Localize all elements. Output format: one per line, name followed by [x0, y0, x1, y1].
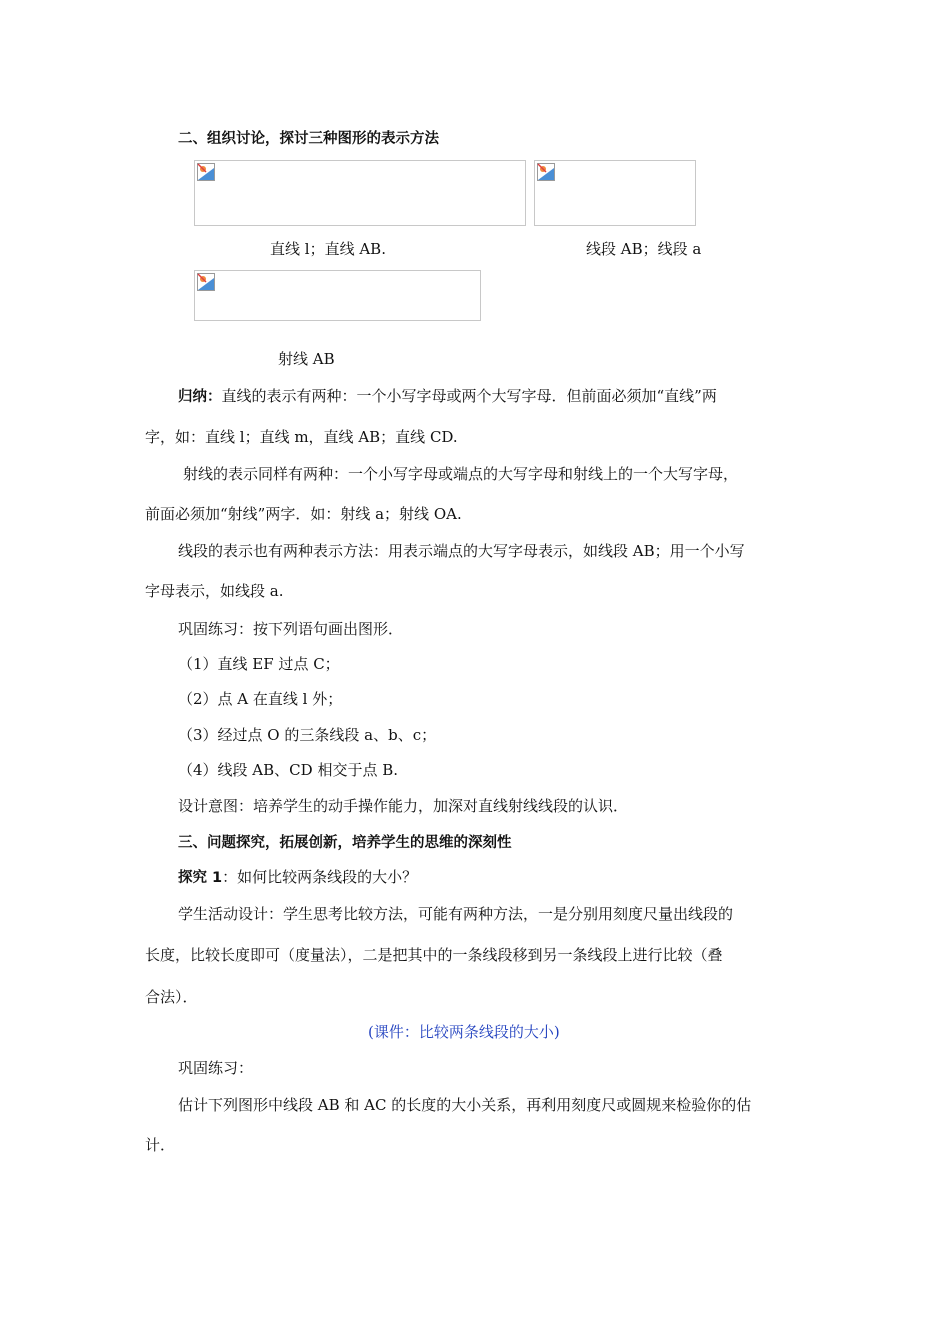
ray-line-2: 前面必须加“射线”两字．如：射线 a；射线 OA.	[145, 505, 462, 523]
design-intent: 设计意图：培养学生的动手操作能力，加深对直线射线线段的认识．	[178, 797, 629, 815]
explore-label: 探究 1	[178, 870, 223, 886]
segment-line-2: 字母表示，如线段 a.	[145, 582, 284, 600]
summary-label: 归纳：	[178, 389, 222, 405]
practice-item-2: （2）点 A 在直线 l 外；	[178, 690, 343, 708]
practice-title: 巩固练习：按下列语句画出图形．	[178, 620, 404, 638]
broken-image-icon	[197, 163, 215, 181]
section2-heading: 二、组织讨论，探讨三种图形的表示方法	[178, 131, 439, 147]
broken-image-icon	[537, 163, 555, 181]
explore-question: ：如何比较两条线段的大小？	[222, 868, 418, 886]
practice2-title: 巩固练习：	[178, 1059, 254, 1077]
broken-image-icon	[197, 273, 215, 291]
practice-item-3: （3）经过点 O 的三条线段 a、b、c；	[178, 726, 437, 744]
caption-ray: 射线 AB	[278, 350, 335, 368]
practice2-line-2: 计．	[145, 1136, 176, 1154]
practice-item-1: （1）直线 EF 过点 C；	[178, 655, 340, 673]
segment-line-1: 线段的表示也有两种表示方法：用表示端点的大写字母表示，如线段 AB；用一个小写	[178, 542, 745, 560]
activity-line-3: 合法）．	[145, 988, 198, 1006]
courseware-note: (课件：比较两条线段的大小)	[368, 1023, 560, 1041]
practice2-line-1: 估计下列图形中线段 AB 和 AC 的长度的大小关系，再利用刻度尺或圆规来检验你的估	[178, 1096, 752, 1114]
explore-1	[178, 866, 417, 887]
summary-text-1: 直线的表示有两种：一个小写字母或两个大写字母．但前面必须加“直线”两	[221, 387, 717, 405]
summary-line-2: 字，如：直线 l；直线 m，直线 AB；直线 CD.	[145, 428, 458, 446]
practice-item-4: （4）线段 AB、CD 相交于点 B.	[178, 761, 398, 779]
figure-lines-image	[194, 160, 526, 226]
caption-segments: 线段 AB；线段 a	[586, 240, 702, 258]
figure-ray-image	[194, 270, 481, 321]
activity-line-2: 长度，比较长度即可（度量法），二是把其中的一条线段移到另一条线段上进行比较（叠	[145, 946, 723, 964]
ray-line-1: 射线的表示同样有两种：一个小写字母或端点的大写字母和射线上的一个大写字母，	[183, 465, 739, 483]
summary-line-1	[178, 385, 717, 406]
activity-line-1: 学生活动设计：学生思考比较方法，可能有两种方法，一是分别用刻度尺量出线段的	[178, 905, 734, 923]
section3-heading: 三、问题探究，拓展创新，培养学生的思维的深刻性	[178, 835, 512, 851]
figure-segments-image	[534, 160, 696, 226]
caption-lines: 直线 l；直线 AB.	[270, 240, 386, 258]
